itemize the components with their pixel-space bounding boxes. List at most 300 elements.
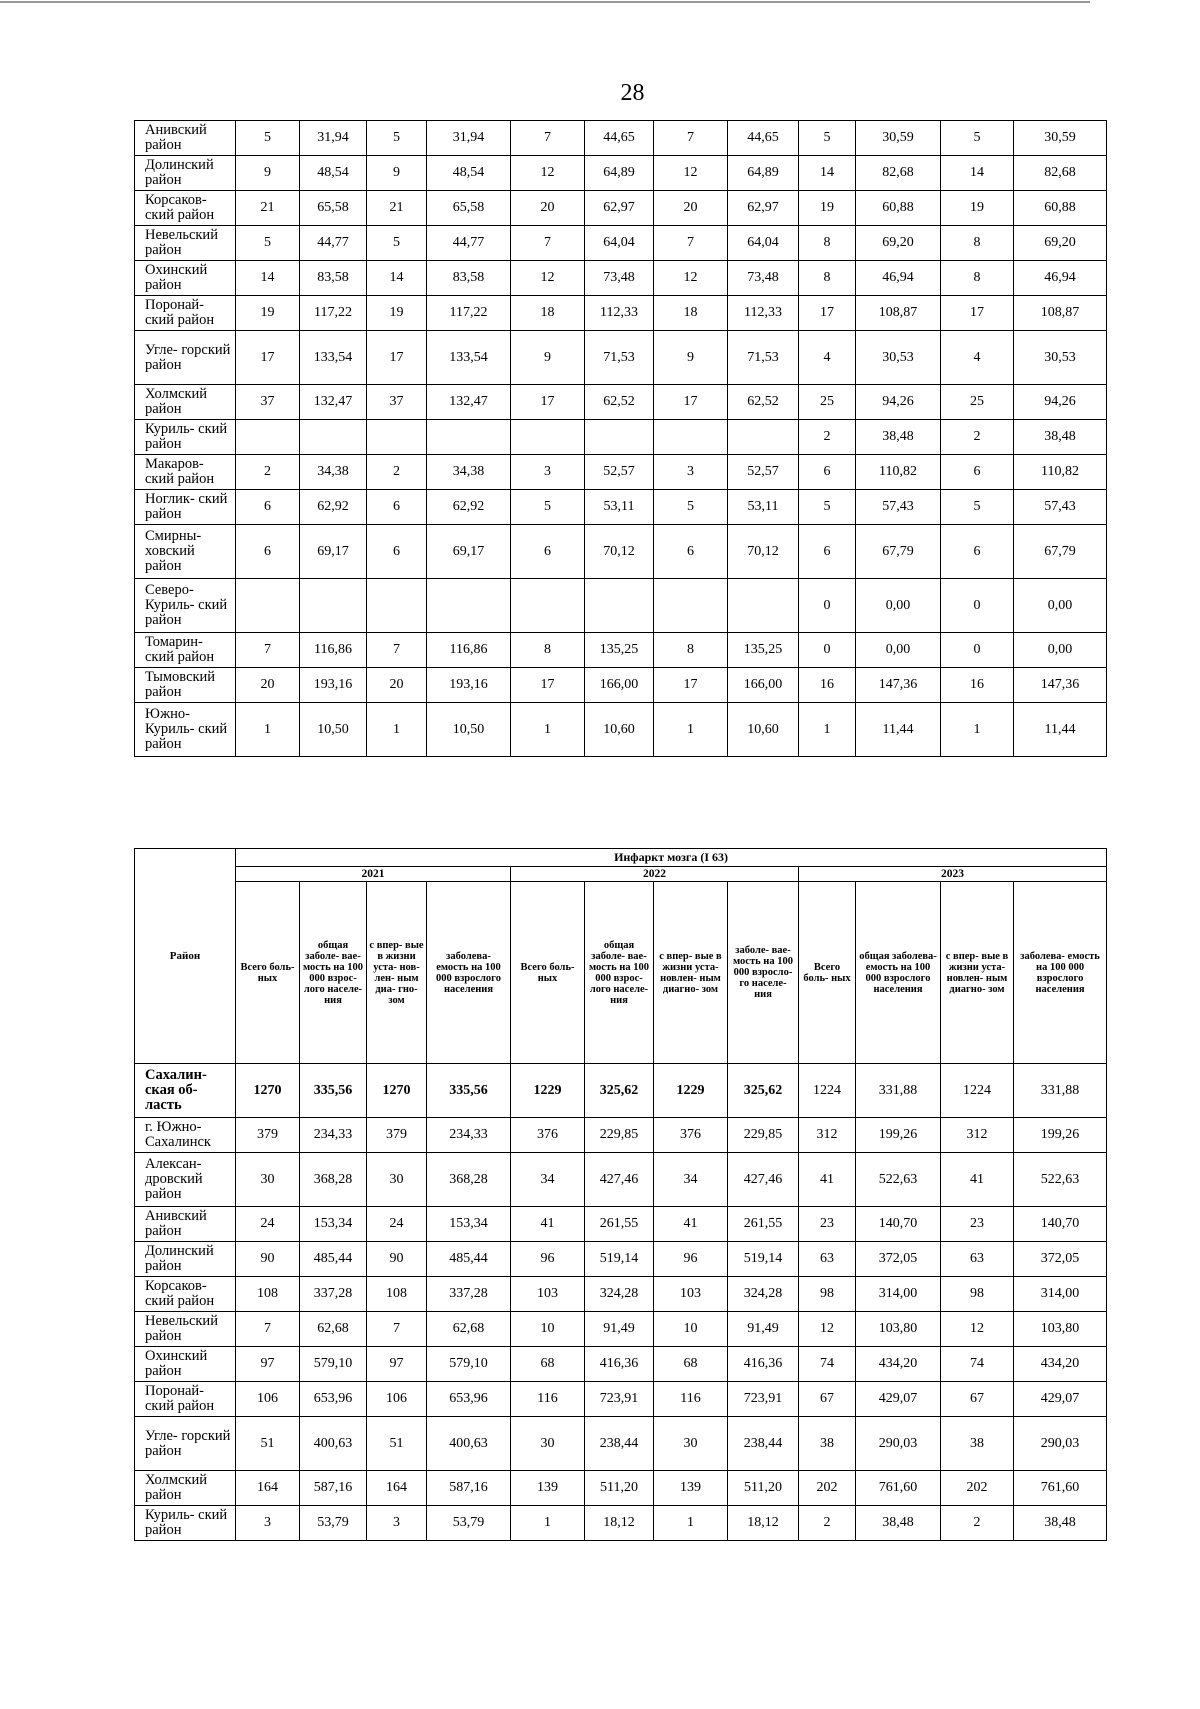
table-cell: 9: [367, 156, 427, 191]
table-cell: 314,00: [856, 1277, 941, 1312]
table-cell: [427, 420, 511, 455]
table-cell: 67,79: [856, 525, 941, 579]
table-cell: 2: [367, 455, 427, 490]
table-cell: 0: [799, 579, 856, 633]
table-cell: 48,54: [427, 156, 511, 191]
table-cell: 331,88: [856, 1064, 941, 1118]
table-cell: 6: [941, 525, 1014, 579]
table-cell: [654, 420, 728, 455]
district-name: Анивский район: [135, 121, 236, 156]
table-cell: 30: [511, 1417, 585, 1471]
table-cell: 337,28: [300, 1277, 367, 1312]
table-cell: 117,22: [427, 296, 511, 331]
table-cell: 37: [367, 385, 427, 420]
table-cell: 73,48: [728, 261, 799, 296]
table-cell: 103,80: [856, 1312, 941, 1347]
table-cell: 376: [654, 1118, 728, 1153]
table-cell: 761,60: [856, 1471, 941, 1506]
table-cell: 62,92: [427, 490, 511, 525]
table-cell: 314,00: [1014, 1277, 1107, 1312]
table-cell: 60,88: [856, 191, 941, 226]
table-cell: 519,14: [585, 1242, 654, 1277]
district-name: Угле- горский район: [135, 1417, 236, 1471]
table-cell: [367, 579, 427, 633]
diagnosis-group-header: Инфаркт мозга (I 63): [236, 849, 1107, 867]
table-row: [135, 1471, 1107, 1506]
table-cell: 261,55: [728, 1207, 799, 1242]
table-cell: 44,65: [728, 121, 799, 156]
table-row: [135, 1347, 1107, 1382]
district-name: Холмский район: [135, 385, 236, 420]
table-cell: [728, 420, 799, 455]
table-cell: 1229: [654, 1064, 728, 1118]
table-cell: 96: [654, 1242, 728, 1277]
table-cell: 62,97: [728, 191, 799, 226]
table-cell: 2: [941, 420, 1014, 455]
table-cell: 51: [367, 1417, 427, 1471]
table-cell: 91,49: [585, 1312, 654, 1347]
table-cell: 140,70: [1014, 1207, 1107, 1242]
table-cell: 30: [654, 1417, 728, 1471]
table-cell: 20: [654, 191, 728, 226]
table-cell: 67: [941, 1382, 1014, 1417]
table-row: [135, 331, 1107, 385]
table-row: [135, 1277, 1107, 1312]
table-cell: 18,12: [728, 1506, 799, 1541]
table-cell: 0,00: [1014, 579, 1107, 633]
table-cell: 34,38: [427, 455, 511, 490]
table-cell: 12: [799, 1312, 856, 1347]
table-cell: 7: [236, 1312, 300, 1347]
table-cell: 69,17: [300, 525, 367, 579]
table-cell: 57,43: [1014, 490, 1107, 525]
column-header: заболе- вае- мость на 100 000 взросло- го населе- ния: [728, 882, 799, 1064]
table-cell: [511, 579, 585, 633]
table-cell: 19: [799, 191, 856, 226]
district-name: Ноглик- ский район: [135, 490, 236, 525]
table-cell: 19: [367, 296, 427, 331]
table-cell: 46,94: [856, 261, 941, 296]
table-cell: 3: [511, 455, 585, 490]
table-cell: 112,33: [585, 296, 654, 331]
table-cell: 229,85: [728, 1118, 799, 1153]
table-cell: 11,44: [856, 703, 941, 757]
table-cell: 110,82: [856, 455, 941, 490]
table-cell: 3: [367, 1506, 427, 1541]
table-cell: 69,20: [1014, 226, 1107, 261]
table-cell: 653,96: [300, 1382, 367, 1417]
table-cell: 166,00: [585, 668, 654, 703]
table-cell: 103: [654, 1277, 728, 1312]
table-cell: 97: [367, 1347, 427, 1382]
table-cell: 519,14: [728, 1242, 799, 1277]
table-cell: 5: [236, 226, 300, 261]
table-cell: 164: [236, 1471, 300, 1506]
table-cell: 63: [799, 1242, 856, 1277]
table-cell: 82,68: [856, 156, 941, 191]
table-cell: 202: [799, 1471, 856, 1506]
table-cell: 0: [799, 633, 856, 668]
district-name: Невельский район: [135, 226, 236, 261]
table-cell: 14: [236, 261, 300, 296]
district-name: Охинский район: [135, 261, 236, 296]
table-cell: 30,53: [1014, 331, 1107, 385]
table-cell: 3: [236, 1506, 300, 1541]
table-cell: 5: [654, 490, 728, 525]
table-row: [135, 156, 1107, 191]
brain-infarction-table: [134, 848, 1107, 1541]
table-cell: 20: [367, 668, 427, 703]
table-cell: 60,88: [1014, 191, 1107, 226]
table-cell: 2: [799, 420, 856, 455]
district-name: Алексан- дровский район: [135, 1153, 236, 1207]
table-cell: 90: [367, 1242, 427, 1277]
table-cell: 41: [511, 1207, 585, 1242]
table-cell: 52,57: [585, 455, 654, 490]
table-cell: 116,86: [300, 633, 367, 668]
table-row: [135, 490, 1107, 525]
table-cell: 71,53: [585, 331, 654, 385]
table-cell: 234,33: [427, 1118, 511, 1153]
table-cell: 103: [511, 1277, 585, 1312]
table-cell: 587,16: [427, 1471, 511, 1506]
table-cell: 57,43: [856, 490, 941, 525]
table-cell: 46,94: [1014, 261, 1107, 296]
table-row: [135, 1506, 1107, 1541]
table-cell: 83,58: [427, 261, 511, 296]
table-cell: 6: [367, 490, 427, 525]
table-cell: 108,87: [1014, 296, 1107, 331]
table-cell: 140,70: [856, 1207, 941, 1242]
table-cell: 434,20: [1014, 1347, 1107, 1382]
table-cell: 5: [941, 121, 1014, 156]
table-cell: 416,36: [728, 1347, 799, 1382]
table-cell: 19: [941, 191, 1014, 226]
table-cell: [511, 420, 585, 455]
table-cell: 21: [367, 191, 427, 226]
table-cell: 64,89: [728, 156, 799, 191]
table-cell: 7: [367, 633, 427, 668]
table-cell: [654, 579, 728, 633]
table-cell: 94,26: [1014, 385, 1107, 420]
table-cell: 1: [367, 703, 427, 757]
table-cell: 103,80: [1014, 1312, 1107, 1347]
table-cell: 63: [941, 1242, 1014, 1277]
table-cell: 62,92: [300, 490, 367, 525]
table-cell: 133,54: [300, 331, 367, 385]
table-cell: 116,86: [427, 633, 511, 668]
table-cell: 69,20: [856, 226, 941, 261]
column-header: Всего боль- ных: [799, 882, 856, 1064]
table-row: [135, 455, 1107, 490]
table-cell: 132,47: [300, 385, 367, 420]
table-cell: 6: [367, 525, 427, 579]
table-cell: 485,44: [427, 1242, 511, 1277]
district-name: Анивский район: [135, 1207, 236, 1242]
table-cell: 229,85: [585, 1118, 654, 1153]
column-header: Всего боль- ных: [511, 882, 585, 1064]
table-row: [135, 121, 1107, 156]
table-cell: 98: [799, 1277, 856, 1312]
table-cell: [367, 420, 427, 455]
table-cell: 427,46: [728, 1153, 799, 1207]
table-cell: 30,59: [1014, 121, 1107, 156]
table-cell: 368,28: [300, 1153, 367, 1207]
table-cell: 1: [511, 703, 585, 757]
table-cell: 25: [799, 385, 856, 420]
table-cell: 18,12: [585, 1506, 654, 1541]
table-cell: 17: [654, 385, 728, 420]
table-cell: 8: [511, 633, 585, 668]
table-cell: 25: [941, 385, 1014, 420]
table-cell: 429,07: [1014, 1382, 1107, 1417]
table-cell: 8: [799, 261, 856, 296]
table-cell: 133,54: [427, 331, 511, 385]
table-cell: 6: [236, 525, 300, 579]
table-cell: 147,36: [1014, 668, 1107, 703]
group-header-row: [135, 849, 1107, 867]
column-header: заболева- емость на 100 000 взрослого населения: [1014, 882, 1107, 1064]
page-number: 28: [620, 80, 645, 106]
table-cell: 372,05: [1014, 1242, 1107, 1277]
district-name: Куриль- ский район: [135, 420, 236, 455]
table-cell: 376: [511, 1118, 585, 1153]
table-cell: 51: [236, 1417, 300, 1471]
table-cell: 65,58: [427, 191, 511, 226]
table-cell: 10,60: [728, 703, 799, 757]
table-cell: 106: [367, 1382, 427, 1417]
table-cell: 106: [236, 1382, 300, 1417]
table-cell: 10: [511, 1312, 585, 1347]
table-row: [135, 1118, 1107, 1153]
table-cell: 202: [941, 1471, 1014, 1506]
table-cell: 34,38: [300, 455, 367, 490]
table-cell: 68: [511, 1347, 585, 1382]
table-cell: 1: [511, 1506, 585, 1541]
table-cell: 62,68: [300, 1312, 367, 1347]
table-cell: 82,68: [1014, 156, 1107, 191]
table-cell: 91,49: [728, 1312, 799, 1347]
table-cell: 17: [799, 296, 856, 331]
table-cell: 761,60: [1014, 1471, 1107, 1506]
column-header: Всего боль- ных: [236, 882, 300, 1064]
table-cell: 1: [236, 703, 300, 757]
table-cell: 23: [941, 1207, 1014, 1242]
table-cell: 193,16: [300, 668, 367, 703]
table-cell: 108: [367, 1277, 427, 1312]
table-cell: 12: [654, 261, 728, 296]
district-name: Угле- горский район: [135, 331, 236, 385]
table-cell: 8: [799, 226, 856, 261]
table-cell: 0: [941, 579, 1014, 633]
table-cell: 324,28: [728, 1277, 799, 1312]
table-cell: 6: [236, 490, 300, 525]
table-cell: 20: [511, 191, 585, 226]
table-cell: 1: [799, 703, 856, 757]
table-cell: 199,26: [856, 1118, 941, 1153]
table-cell: 18: [654, 296, 728, 331]
table-cell: 400,63: [300, 1417, 367, 1471]
table-cell: 44,65: [585, 121, 654, 156]
table-cell: 135,25: [728, 633, 799, 668]
table-cell: 7: [511, 226, 585, 261]
table-row: [135, 525, 1107, 579]
table-cell: 7: [654, 226, 728, 261]
table-cell: 10: [654, 1312, 728, 1347]
table-cell: 69,17: [427, 525, 511, 579]
table-cell: 17: [367, 331, 427, 385]
table-cell: 19: [236, 296, 300, 331]
column-header: с впер- вые в жизни уста- новлен- ным диагно- зом: [941, 882, 1014, 1064]
table-cell: 429,07: [856, 1382, 941, 1417]
table-row: [135, 1382, 1107, 1417]
table-cell: 12: [511, 261, 585, 296]
table-cell: 64,04: [728, 226, 799, 261]
table-cell: 64,04: [585, 226, 654, 261]
table-cell: 153,34: [300, 1207, 367, 1242]
district-name: Корсаков- ский район: [135, 191, 236, 226]
table-cell: 416,36: [585, 1347, 654, 1382]
table-cell: [585, 579, 654, 633]
table-cell: 522,63: [856, 1153, 941, 1207]
table-cell: 511,20: [728, 1471, 799, 1506]
table-cell: 0,00: [1014, 633, 1107, 668]
table-cell: 9: [511, 331, 585, 385]
table-cell: 10,60: [585, 703, 654, 757]
table-cell: 73,48: [585, 261, 654, 296]
table-cell: 12: [654, 156, 728, 191]
table-cell: 199,26: [1014, 1118, 1107, 1153]
table-cell: 135,25: [585, 633, 654, 668]
table-cell: 31,94: [427, 121, 511, 156]
table-cell: 8: [941, 261, 1014, 296]
district-name: Долинский район: [135, 156, 236, 191]
table-cell: 139: [654, 1471, 728, 1506]
table-row: [135, 633, 1107, 668]
district-name: Поронай- ский район: [135, 296, 236, 331]
incidence-table-continued: [134, 120, 1107, 757]
table-cell: 96: [511, 1242, 585, 1277]
table-cell: 434,20: [856, 1347, 941, 1382]
table-cell: 70,12: [585, 525, 654, 579]
district-name: Томарин- ский район: [135, 633, 236, 668]
table-cell: 14: [367, 261, 427, 296]
table-cell: 17: [511, 668, 585, 703]
district-column-header: Район: [135, 849, 236, 1064]
district-name: Сахалин- ская об- ласть: [135, 1064, 236, 1118]
district-name: Корсаков- ский район: [135, 1277, 236, 1312]
table-cell: 372,05: [856, 1242, 941, 1277]
table-cell: 53,11: [585, 490, 654, 525]
table-cell: 1: [941, 703, 1014, 757]
table-cell: 62,68: [427, 1312, 511, 1347]
table-cell: 5: [511, 490, 585, 525]
table-cell: 7: [236, 633, 300, 668]
table-cell: 6: [654, 525, 728, 579]
table-cell: 147,36: [856, 668, 941, 703]
table-cell: 34: [654, 1153, 728, 1207]
table-cell: 62,52: [728, 385, 799, 420]
table-cell: 1: [654, 703, 728, 757]
table-cell: 38,48: [856, 420, 941, 455]
table-cell: 238,44: [585, 1417, 654, 1471]
district-name: Смирны- ховский район: [135, 525, 236, 579]
table-cell: 24: [236, 1207, 300, 1242]
table-cell: 74: [941, 1347, 1014, 1382]
table-cell: 38,48: [856, 1506, 941, 1541]
table-cell: 335,56: [300, 1064, 367, 1118]
table-cell: 400,63: [427, 1417, 511, 1471]
table-cell: 10,50: [427, 703, 511, 757]
table-cell: 30: [367, 1153, 427, 1207]
table-cell: 3: [654, 455, 728, 490]
table-cell: 6: [799, 455, 856, 490]
table-cell: 20: [236, 668, 300, 703]
table-cell: 68: [654, 1347, 728, 1382]
table-cell: 8: [654, 633, 728, 668]
table-cell: 1224: [941, 1064, 1014, 1118]
table-cell: 70,12: [728, 525, 799, 579]
column-header-row: [135, 882, 1107, 1064]
table-cell: 1224: [799, 1064, 856, 1118]
table-row: [135, 1312, 1107, 1347]
table-cell: 116: [654, 1382, 728, 1417]
table-cell: 653,96: [427, 1382, 511, 1417]
table-cell: 94,26: [856, 385, 941, 420]
column-header: заболева- емость на 100 000 взрослого населения: [427, 882, 511, 1064]
table-cell: 0,00: [856, 633, 941, 668]
table-cell: 164: [367, 1471, 427, 1506]
table-cell: 14: [941, 156, 1014, 191]
table-cell: 4: [941, 331, 1014, 385]
table-cell: 41: [654, 1207, 728, 1242]
table-cell: 71,53: [728, 331, 799, 385]
column-header: общая заболева- емость на 100 000 взрослого населения: [856, 882, 941, 1064]
table-cell: 90: [236, 1242, 300, 1277]
table-cell: 62,97: [585, 191, 654, 226]
table-cell: 41: [799, 1153, 856, 1207]
table-row: [135, 420, 1107, 455]
table-cell: 5: [367, 226, 427, 261]
table-cell: 337,28: [427, 1277, 511, 1312]
district-name: г. Южно- Сахалинск: [135, 1118, 236, 1153]
table-cell: 368,28: [427, 1153, 511, 1207]
table-cell: 14: [799, 156, 856, 191]
table-cell: [300, 420, 367, 455]
table-cell: 1229: [511, 1064, 585, 1118]
table-cell: 1270: [367, 1064, 427, 1118]
table-cell: 30,53: [856, 331, 941, 385]
table-cell: 579,10: [427, 1347, 511, 1382]
table-cell: 238,44: [728, 1417, 799, 1471]
table-cell: 12: [511, 156, 585, 191]
table-cell: 193,16: [427, 668, 511, 703]
table-cell: 2: [236, 455, 300, 490]
table-cell: 44,77: [300, 226, 367, 261]
table-cell: 65,58: [300, 191, 367, 226]
table-cell: 31,94: [300, 121, 367, 156]
table-cell: 6: [941, 455, 1014, 490]
table-row: [135, 226, 1107, 261]
table-cell: 1: [654, 1506, 728, 1541]
table-cell: 234,33: [300, 1118, 367, 1153]
table-cell: 30: [236, 1153, 300, 1207]
table-cell: 153,34: [427, 1207, 511, 1242]
column-header: общая заболе- вае- мость на 100 000 взрос- лого населе- ния: [300, 882, 367, 1064]
table-cell: 53,79: [300, 1506, 367, 1541]
table-cell: 5: [799, 121, 856, 156]
table-cell: 83,58: [300, 261, 367, 296]
